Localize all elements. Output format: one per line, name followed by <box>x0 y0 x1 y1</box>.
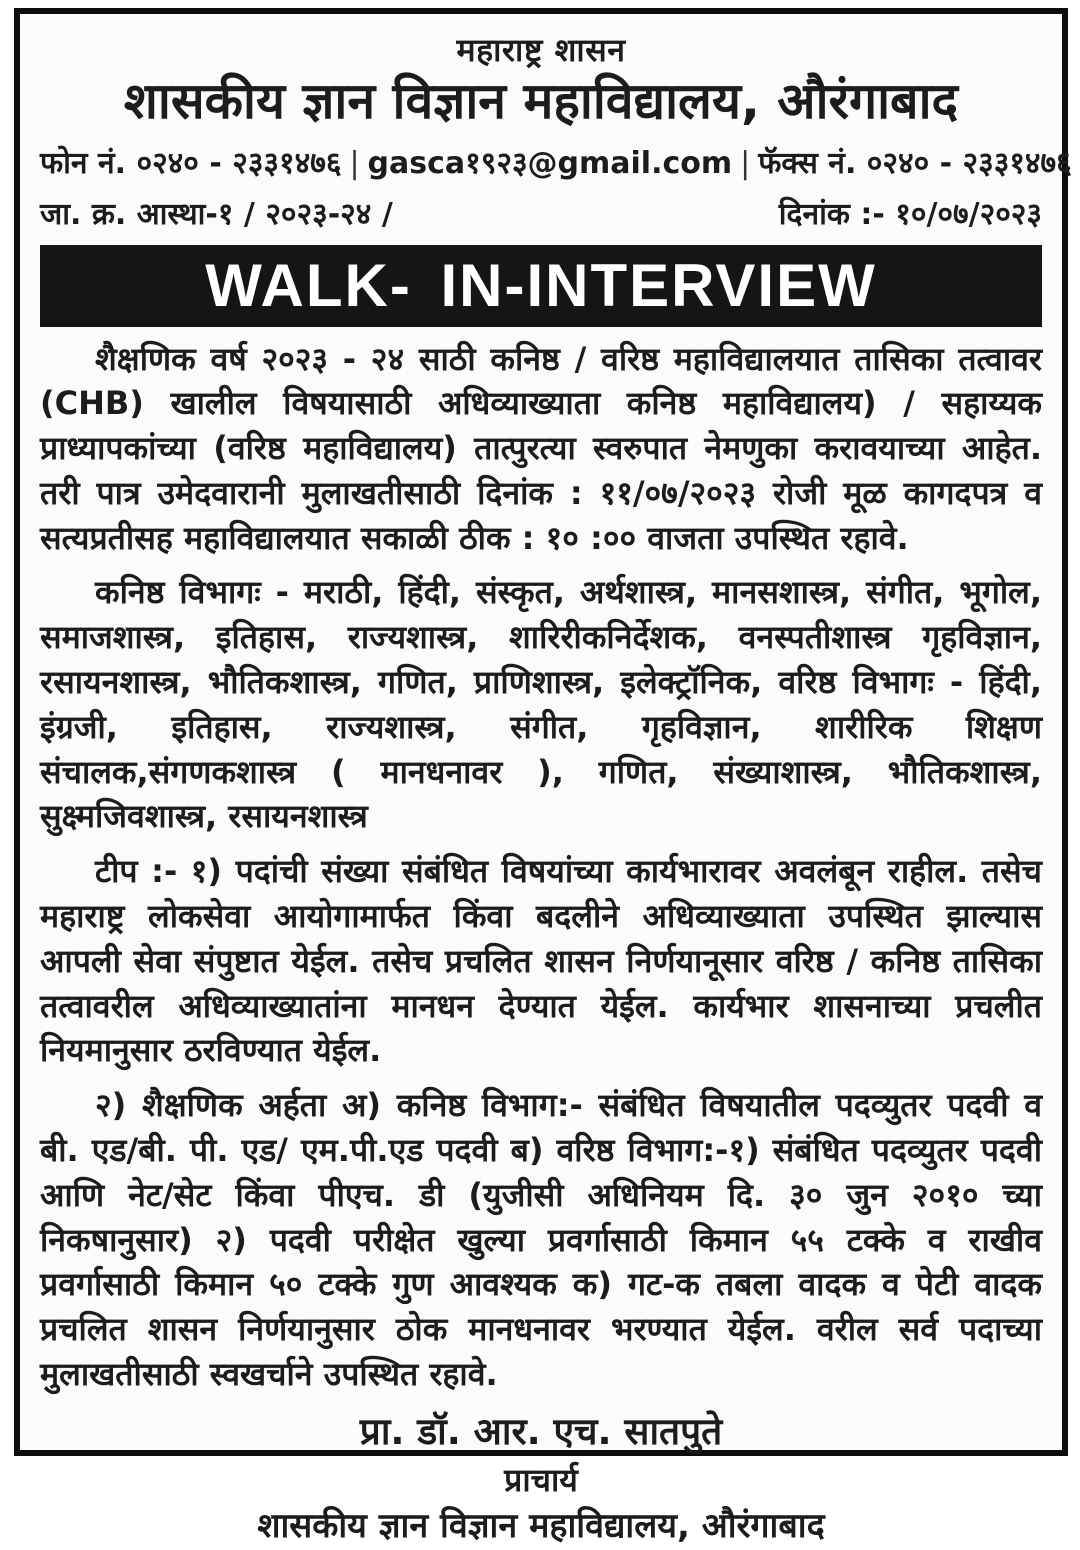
ref-date-row <box>40 192 1042 233</box>
college-name-title: शासकीय ज्ञान विज्ञान महाविद्यालय, औरंगाबाद <box>123 72 959 130</box>
note-text: १) पदांची संख्या संबंधित विषयांच्या कार्यभारावर अवलंबून राहील. तसेच महाराष्ट्र लोकसेवा आयोगामार्फत किंवा बदलीने अधिव्याख्याता उपस्थित झाल्यास आपली सेवा संपुष्टात येईल. तसेच प्रचलित शासन निर्णयानूसार वरिष्ठ / कनिष्ठ तासिका तत्वावरील अधिव्याख्यातांना मानधन देण्यात येईल. कार्यभार शासनाच्या प्रचलीत नियमानुसार ठरविण्यात येईल. <box>40 852 1043 1070</box>
qualification-groupc-text: गट-क तबला वादक व पेटी वादक प्रचलित शासन निर्णयानुसार ठोक मानधनावर भरण्यात येईल. वरील सर्व पदाच्या मुलाखतीसाठी स्वखर्चाने उपस्थित रहावे. <box>40 1265 1042 1394</box>
separator-pipe: | <box>349 145 360 181</box>
senior-division-label: वरिष्ठ विभागः - <box>778 663 964 702</box>
departments-paragraph <box>40 570 1042 839</box>
reference-number: जा. क्र. आस्था-१ / २०२३-२४ / <box>40 196 393 232</box>
signature-institution: शासकीय ज्ञान विज्ञान महाविद्यालय, औरंगाबाद <box>257 1505 825 1546</box>
email-address: gasca१९२३@gmail.com <box>367 145 733 181</box>
qualification-junior-text: संबंधित विषयातील पदव्युतर पदवी व बी. एड/बी. पी. एड/ एम.पी.एड पदवी <box>40 1086 1042 1170</box>
walk-in-interview-banner: WALK- IN-INTERVIEW <box>40 245 1042 327</box>
separator-pipe: | <box>740 145 751 181</box>
government-line: महाराष्ट्र शासन <box>456 31 626 69</box>
junior-division-label: कनिष्ठ विभागः - <box>95 573 289 612</box>
fax-number: फॅक्स नं. ०२४० - २३३१४७६ <box>758 145 1072 181</box>
signature-block <box>40 1407 1042 1550</box>
note-label: टीप :- <box>95 852 178 891</box>
notice-border-frame <box>14 8 1072 1546</box>
qualification-groupc-label: क) <box>572 1265 612 1304</box>
senior-division-subjects: हिंदी, इंग्रजी, इतिहास, राज्यशास्त्र, संगीत, गृहविज्ञान, शारीरिक शिक्षण संचालक,संगणकशास्त्र ( मानधनावर ), गणित, संख्याशास्त्र, भौतिकशास्त्र, सुक्ष्मजिवशास्त्र, रसायनशास्त्र <box>40 663 1043 836</box>
phone-number: फोन नं. ०२४० - २३३१४७६ <box>40 145 342 181</box>
notice-date: दिनांक :- १०/०७/२०२३ <box>778 196 1042 232</box>
principal-designation: प्राचार्य <box>504 1460 578 1499</box>
qualification-senior-text: १) संबंधित पदव्युतर पदवी आणि नेट/सेट किंवा पीएच. डी (युजीसी अधिनियम दि. ३० जुन २०१० च्या निकषानुसार) २) पदवी परीक्षेत खुल्या प्रवर्गासाठी किमान ५५ टक्के व राखीव प्रवर्गासाठी किमान ५० टक्के गुण आवश्यक <box>40 1131 1042 1304</box>
qualification-junior-label: २) शैक्षणिक अर्हता अ) कनिष्ठ विभाग:- <box>95 1086 583 1125</box>
qualification-senior-label: ब) वरिष्ठ विभाग:- <box>510 1131 729 1170</box>
note-paragraph <box>40 849 1042 1073</box>
junior-division-subjects: मराठी, हिंदी, संस्कृत, अर्थशास्त्र, मानसशास्त्र, संगीत, भूगोल, समाजशास्त्र, इतिहास, राज्यशास्त्र, शारिरीकनिर्देशक, वनस्पतीशास्त्र गृहविज्ञान, रसायनशास्त्र, भौतिकशास्त्र, गणित, प्राणिशास्त्र, इलेक्ट्रॉनिक, <box>40 573 1042 702</box>
principal-name: प्रा. डॉ. आर. एच. सातपुते <box>359 1409 723 1453</box>
intro-paragraph: शैक्षणिक वर्ष २०२३ - २४ साठी कनिष्ठ / वरिष्ठ महाविद्यालयात तासिका तत्वावर (CHB) खालील विषयासाठी अधिव्याख्याता कनिष्ठ महाविद्यालय) / सहाय्यक प्राध्यापकांच्या (वरिष्ठ महाविद्यालय) तात्पुरत्या स्वरुपात नेमणुका करावयाच्या आहेत. तरी पात्र उमेदवारानी मुलाखतीसाठी दिनांक : ११/०७/२०२३ रोजी मूळ कागदपत्र व सत्यप्रतीसह महाविद्यालयात सकाळी ठीक : १० :०० वाजता उपस्थित रहावे. <box>40 339 1042 557</box>
qualification-paragraph <box>40 1083 1042 1397</box>
notice-body <box>40 337 1042 1397</box>
contact-line <box>40 141 1072 182</box>
